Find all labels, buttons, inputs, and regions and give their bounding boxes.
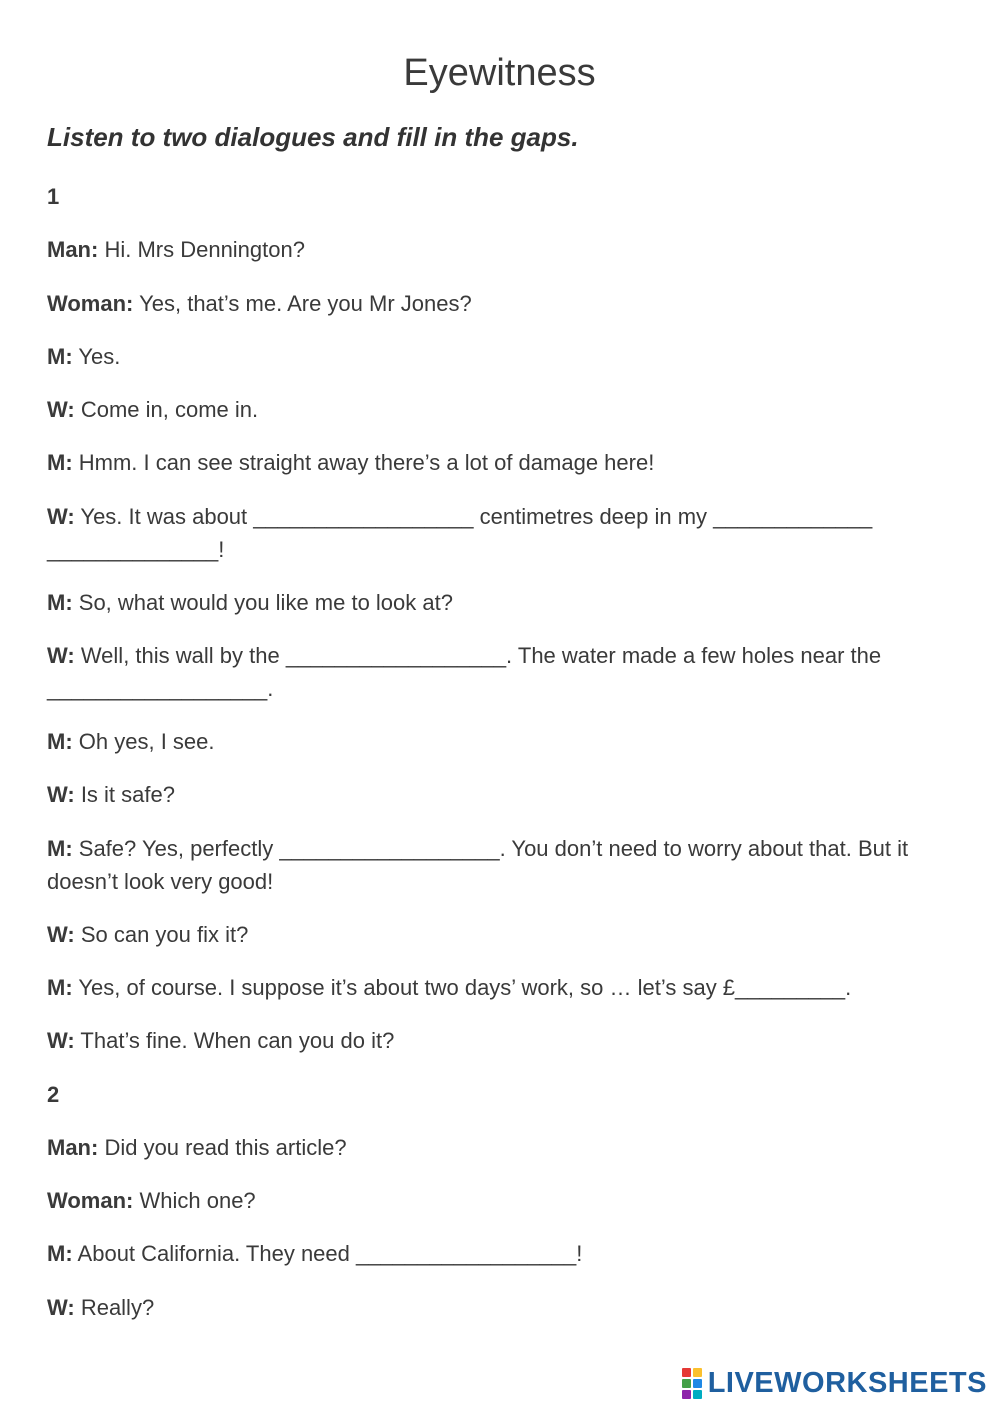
line-text-with-gaps: Yes, of course. I suppose it’s about two days’ work, so … let’s say £_________. bbox=[72, 974, 852, 1000]
line-text: Did you read this article? bbox=[98, 1134, 347, 1160]
dialogue-line bbox=[47, 832, 957, 898]
logo-text: LIVEWORKSHEETS bbox=[707, 1366, 987, 1399]
worksheet-title: Eyewitness bbox=[403, 52, 596, 94]
speaker-label: M: bbox=[47, 835, 73, 861]
line-text-with-gaps: About California. They need __________________! bbox=[72, 1241, 583, 1267]
line-text: Hi. Mrs Dennington? bbox=[98, 237, 305, 263]
dialogue-line bbox=[47, 971, 957, 1024]
speaker-label: W: bbox=[47, 782, 75, 808]
section-number-2: 2 bbox=[47, 1081, 60, 1107]
speaker-label: M: bbox=[47, 450, 73, 476]
line-text: So, what would you like me to look at? bbox=[72, 589, 453, 615]
speaker-label: W: bbox=[47, 643, 75, 669]
speaker-label: M: bbox=[47, 729, 73, 755]
dialogue-line bbox=[47, 725, 957, 778]
line-text: So can you fix it? bbox=[74, 921, 249, 947]
dialogue-line bbox=[47, 233, 957, 286]
dialogue-line bbox=[47, 446, 957, 499]
dialogue-line bbox=[47, 1131, 957, 1184]
speaker-label: M: bbox=[47, 974, 73, 1000]
line-text: Is it safe? bbox=[74, 782, 175, 808]
line-text-with-gaps: Yes. It was about __________________ centimetres deep in my _____________ ______________! bbox=[47, 503, 873, 562]
line-text: Yes, that’s me. Are you Mr Jones? bbox=[133, 290, 472, 316]
speaker-label: W: bbox=[47, 921, 75, 947]
dialogue-content bbox=[47, 180, 957, 1344]
line-text: Which one? bbox=[133, 1188, 256, 1214]
line-text: Hmm. I can see straight away there’s a lot of damage here! bbox=[72, 450, 655, 476]
dialogue-line bbox=[47, 500, 957, 566]
dialogue-line bbox=[47, 778, 957, 831]
line-text-with-gaps: Well, this wall by the __________________. The water made a few holes near the __________________. bbox=[47, 643, 882, 702]
speaker-label: W: bbox=[47, 1294, 75, 1320]
dialogue-line bbox=[47, 287, 957, 340]
speaker-label: Woman: bbox=[47, 1188, 134, 1214]
line-text-with-gaps: Safe? Yes, perfectly __________________. You don’t need to worry about that. But it doesn’t look very good! bbox=[47, 835, 909, 894]
liveworksheets-logo bbox=[682, 1367, 987, 1399]
line-text: That’s fine. When can you do it? bbox=[74, 1028, 395, 1054]
speaker-label: M: bbox=[47, 343, 73, 369]
speaker-label: M: bbox=[47, 1241, 73, 1267]
speaker-label: W: bbox=[47, 503, 75, 529]
speaker-label: Woman: bbox=[47, 290, 134, 316]
dialogue-line bbox=[47, 393, 957, 446]
line-text: Yes. bbox=[72, 343, 121, 369]
line-text: Come in, come in. bbox=[74, 397, 259, 423]
speaker-label: Man: bbox=[47, 1134, 99, 1160]
dialogue-line bbox=[47, 586, 957, 639]
instructions: Listen to two dialogues and fill in the gaps. bbox=[47, 122, 579, 152]
dialogue-line bbox=[47, 639, 957, 705]
speaker-label: W: bbox=[47, 397, 75, 423]
dialogue-line bbox=[47, 1237, 957, 1290]
section-number-1: 1 bbox=[47, 184, 60, 209]
dialogue-line bbox=[47, 1291, 957, 1344]
dialogue-line bbox=[47, 918, 957, 971]
dialogue-line bbox=[47, 1024, 957, 1077]
speaker-label: Man: bbox=[47, 237, 99, 263]
speaker-label: W: bbox=[47, 1028, 75, 1054]
line-text: Really? bbox=[74, 1294, 155, 1320]
dialogue-line bbox=[47, 1184, 957, 1237]
speaker-label: M: bbox=[47, 589, 73, 615]
logo-mark-icon bbox=[682, 1368, 702, 1399]
line-text: Oh yes, I see. bbox=[72, 729, 215, 755]
dialogue-line bbox=[47, 340, 957, 393]
